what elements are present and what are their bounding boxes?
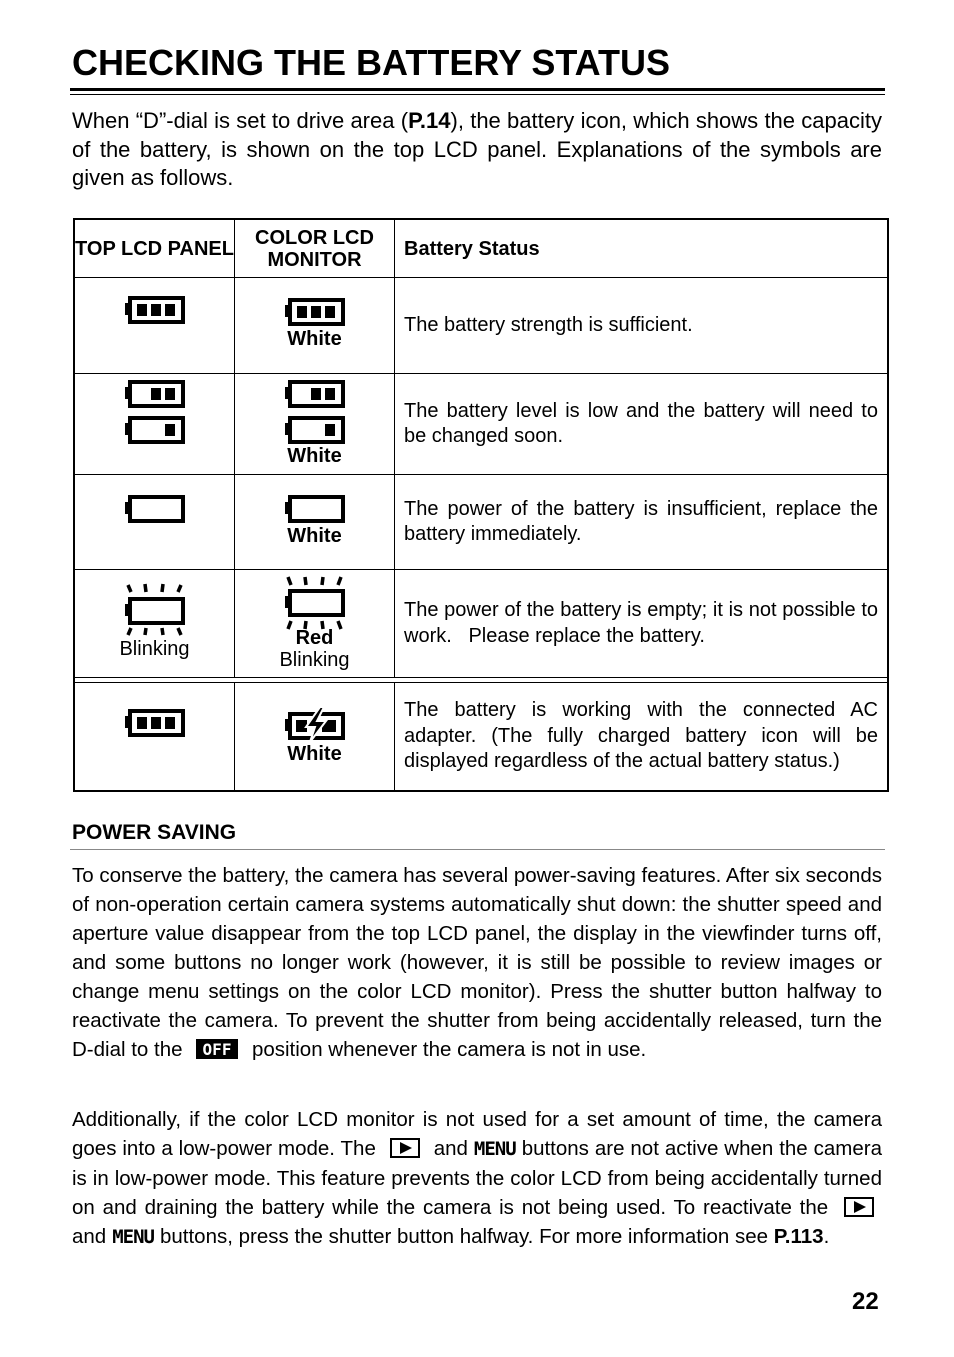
battery-two-thirds-and-one-third-icon: [284, 379, 346, 445]
menu-button-icon: MENU: [473, 1138, 516, 1160]
status-text: The power of the battery is insufficient, replace the battery immediately.: [395, 475, 889, 570]
color-label: White: [287, 328, 342, 350]
power-saving-paragraph: [72, 861, 882, 1064]
paragraph-text: .: [823, 1225, 830, 1248]
paragraph-text: Additionally, if the color LCD monitor is not used for a set amount of time, the camera goes into a low-power mode. The: [72, 1108, 882, 1160]
off-position-icon: [196, 1039, 238, 1059]
color-label: White: [287, 743, 342, 765]
title-rule: [70, 88, 885, 91]
battery-full-icon: [284, 298, 346, 328]
table-row: [74, 278, 888, 374]
header-color-lcd: COLOR LCD MONITOR: [235, 219, 395, 278]
svg-text:OFF: OFF: [202, 1040, 232, 1059]
battery-two-thirds-and-one-third-icon: [124, 379, 186, 445]
header-top-lcd: TOP LCD PANEL: [74, 219, 235, 278]
play-button-icon: [390, 1138, 420, 1158]
table-row: [74, 570, 888, 678]
status-text: The battery strength is sufficient.: [395, 278, 889, 374]
blink-label: Blinking: [119, 638, 190, 660]
paragraph-text: To conserve the battery, the camera has several power-saving features. After six seconds of non-operation certain camera systems automatically shut down: the shutter speed and aperture value disappear from the top LCD panel, the display in the viewfinder turns off, and some buttons no longer work (however, it is still be possible to review images or change menu settings on the color LCD monitor). Press the shutter button halfway to reactivate the camera. To prevent the shutter from being accidentally released, turn the D-dial to the: [72, 864, 882, 1061]
battery-full-icon: [124, 709, 186, 739]
battery-status-table: [73, 218, 889, 792]
low-power-paragraph: [72, 1105, 882, 1252]
table-row: [74, 683, 888, 791]
page-number: 22: [852, 1288, 879, 1315]
page-title: CHECKING THE BATTERY STATUS: [72, 42, 671, 83]
table-header-row: [74, 219, 888, 278]
color-label: Red: [295, 627, 334, 649]
page-reference: P.14: [408, 108, 451, 133]
blink-label: Blinking: [279, 649, 350, 671]
section-heading: POWER SAVING: [72, 821, 237, 844]
paragraph-text: position whenever the camera is not in use.: [251, 1038, 647, 1061]
paragraph-text: buttons, press the shutter button halfway. For more information see: [159, 1225, 769, 1248]
color-label: White: [287, 525, 342, 547]
intro-paragraph: [72, 107, 882, 193]
status-text: The power of the battery is empty; it is not possible to work. Please replace the battery.: [395, 570, 889, 678]
paragraph-text: and: [433, 1137, 468, 1160]
table-row: [74, 475, 888, 570]
intro-text: When “D”-dial is set to drive area (: [72, 108, 409, 133]
intro-text: ), the battery icon, which shows the capacity of the battery, is shown on the top LCD panel. Explanations of the symbols are given as follows.: [72, 108, 882, 190]
battery-ac-adapter-icon: [284, 707, 346, 743]
status-text: The battery is working with the connected AC adapter. (The fully charged battery icon will be displayed regardless of the actual battery status.): [395, 683, 889, 791]
page-reference: P.113: [773, 1225, 824, 1248]
battery-full-icon: [124, 296, 186, 326]
battery-empty-icon: [284, 495, 346, 525]
battery-blinking-icon: [280, 575, 350, 633]
battery-empty-icon: [124, 495, 186, 525]
paragraph-text: buttons are not active when the camera is in low-power mode. This feature prevents the color LCD from being accidentally turned on and draining the battery while the camera is not being used. To reactivate the: [72, 1137, 882, 1219]
color-label: White: [287, 445, 342, 467]
status-text: The battery level is low and the battery will need to be changed soon.: [395, 374, 889, 475]
play-button-icon: [844, 1197, 874, 1217]
battery-blinking-icon: [120, 580, 190, 638]
header-status: Battery Status: [395, 219, 889, 278]
paragraph-text: and: [72, 1225, 107, 1248]
menu-button-icon: MENU: [112, 1226, 154, 1248]
section-rule: [70, 849, 885, 850]
title-rule-thin: [70, 94, 885, 95]
table-row: [74, 374, 888, 475]
